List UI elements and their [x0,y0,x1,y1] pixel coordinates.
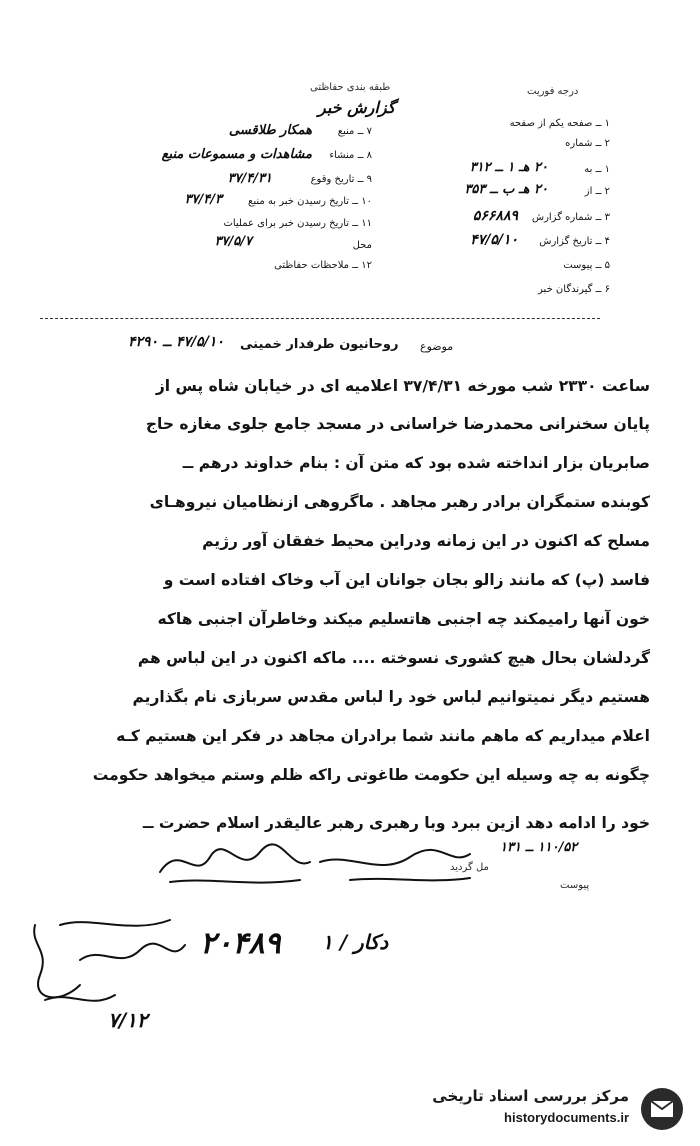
left-field-value: ۴۷/۵/۱۰ [470,232,518,248]
body-line: هستیم دیگر نمیتوانیم لباس خود را لباس مقدس سربازی نام بگذاریم [132,688,650,706]
left-field-label: ۲ ــ از [584,186,610,197]
right-field-label: ۹ ــ تاریخ وقوع [310,174,372,185]
left-field-label: ۱ ــ به [584,164,610,175]
body-line: چگونه به چه وسیله این حکومت طاغوتی راکه ظلم وستم میخواهد حکومت [92,766,650,784]
handwritten-signature [20,905,200,1025]
left-field-label: ۳ ــ شماره گزارش [531,212,610,223]
body-line: کوبنده ستمگران برادر رهبر مجاهد . ماگروهی ازنظامیان نیروهـای [149,493,650,511]
right-field-value: ۳۷/۵/۷ [214,234,252,249]
body-line: صابریان بزار انداخته شده بود که متن آن : بنام خداوند درهم ــ [182,454,650,472]
right-field-label: ۷ ــ منبع [337,126,372,137]
left-field-value: ۲۰ هـ ۱ ــ ۳۱۲ [469,160,548,175]
body-line: مسلح که اکنون در این زمانه ودراین محیط خفقان آور رژیم [202,532,650,550]
received-label: مل گردید [450,862,489,873]
header-separator [40,318,600,319]
handwritten-archive-number: ۲۰۴۸۹ [200,926,281,961]
right-field-value: همکار طلاقسی [228,123,312,138]
right-field-label: ۱۰ ــ تاریخ رسیدن خبر به منبع [248,196,372,207]
watermark-name: مرکز بررسی اسناد تاریخی [432,1087,629,1105]
left-field-value: ۵۶۶۸۸۹ [472,208,518,224]
subject-label: موضوع [420,340,454,353]
body-line: فاسد (پ) که مانند زالو بجان جوانان این آب وخاک افتاده است و [163,571,650,589]
left-field-label: ۴ ــ تاریخ گزارش [539,236,610,247]
urgency-label: درجه فوریت [527,86,579,97]
subject-value: روحانیون طرفدار خمینی [240,337,399,352]
right-field-value: ۳۷/۴/۳ [184,192,222,207]
left-field-label: ۲ ــ شماره [565,138,610,149]
signature-scribbles [150,832,480,892]
right-field-label: ۸ ــ منشاء [329,150,372,161]
archive-logo-icon [637,1085,687,1133]
body-line: ساعت ۲۳۳۰ شب مورخه ۳۷/۴/۳۱ اعلامیه ای در خیابان شاه پس از [155,377,650,395]
attachment-label: پیوست [560,880,590,891]
left-field-label: ۵ ــ پیوست [563,260,610,271]
right-field-value: مشاهدات و مسموعات منبع [161,147,312,162]
subject-ref-number: ۴۷/۵/۱۰ ــ ۴۲۹۰ [128,334,224,350]
right-field-label: محل [352,240,372,251]
body-line: خون آنها رامیمکند چه اجنبی هاتسلیم میکند وخاطرآن اجنبی هاکه [157,610,650,628]
left-field-label: ۱ ــ صفحه یکم از صفحه [509,118,610,129]
body-line: گردلشان بحال هیچ کشوری نسوخته .... ماکه اکنون در این لباس هم [137,649,650,667]
watermark [412,1085,687,1133]
body-line: اعلام میداریم که ماهم مانند شما برادران مجاهد در فکر این هستیم کـه [116,727,650,745]
left-field-value: ۲۰ هـ ب ــ ۳۵۳ [464,182,548,197]
left-field-label: ۶ ــ گیرندگان خبر [538,284,610,295]
body-line: خود را ادامه دهد ازین ببرد وبا رهبری رهبر عالیقدر اسلام حضرت ــ [142,814,650,832]
stamp-number: ۱۱۰/۵۲ ــ ۱۳۱ [500,840,578,855]
document-title: گزارش خبر [318,98,396,117]
handwritten-note: دکار / ۱ [322,930,389,954]
right-field-label: ۱۲ ــ ملاحظات حفاظتی [274,260,372,271]
watermark-url: historydocuments.ir [504,1110,629,1125]
right-field-label: ۱۱ ــ تاریخ رسیدن خبر برای عملیات [223,218,372,229]
classification-label: طبقه بندی حفاظتی [310,82,391,93]
right-field-value: ۳۷/۴/۳۱ [227,171,272,186]
handwritten-date: ۷/۱۲ [108,1008,148,1032]
body-line: پایان سخنرانی محمدرضا خراسانی در مسجد جامع جلوی مغازه حاج [145,415,650,433]
